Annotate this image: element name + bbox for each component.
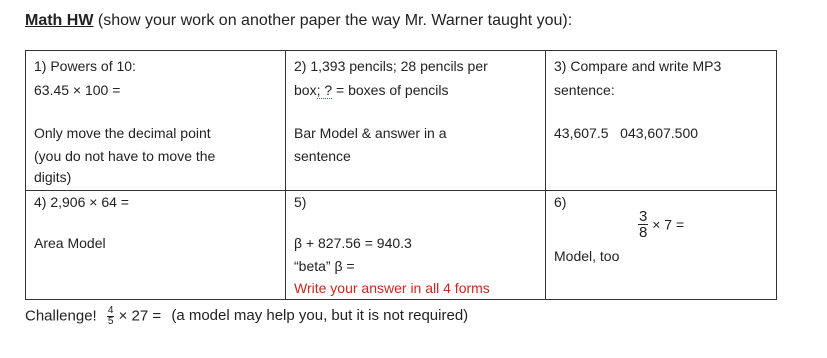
problem-row-1 bbox=[26, 51, 777, 191]
homework-header bbox=[25, 12, 572, 30]
problem-cell-4 bbox=[26, 191, 286, 300]
problem-3-subtitle: sentence: bbox=[554, 82, 615, 98]
problem-1-note-line2: (you do not have to move the bbox=[34, 148, 216, 164]
challenge-denominator: 5 bbox=[107, 316, 114, 327]
challenge-note: (a model may help you, but it is not required) bbox=[171, 307, 469, 325]
problem-4-title: 4) 2,906 × 64 = bbox=[34, 194, 129, 210]
challenge-expression: × 27 = bbox=[118, 307, 162, 325]
problem-cell-1 bbox=[26, 51, 286, 191]
problem-3-numbers: 43,607.5 043,607.500 bbox=[554, 125, 699, 141]
problem-3-title: 3) Compare and write MP3 bbox=[554, 58, 722, 74]
problem-5-title: 5) bbox=[294, 194, 307, 210]
problem-1-note-line1: Only move the decimal point bbox=[34, 125, 211, 141]
problem-cell-3 bbox=[546, 51, 777, 191]
problem-2-instruction-line2: sentence bbox=[294, 148, 351, 164]
problem-2-question-rest: = boxes of pencils bbox=[332, 82, 449, 98]
problem-2-instruction-line1: Bar Model & answer in a bbox=[294, 125, 447, 141]
problem-6-numerator: 3 bbox=[639, 208, 648, 225]
problem-table bbox=[25, 50, 777, 300]
problem-2-question-box: box bbox=[294, 82, 317, 98]
problem-5-red-instruction: Write your answer in all 4 forms bbox=[294, 280, 490, 296]
problem-4-model: Area Model bbox=[34, 235, 106, 251]
problem-6-expression bbox=[638, 209, 684, 240]
problem-6-model: Model, too bbox=[554, 248, 620, 264]
problem-1-note-line3: digits) bbox=[34, 169, 72, 185]
challenge-numerator: 4 bbox=[107, 305, 114, 316]
problem-2-question-mark: ; ? bbox=[316, 82, 333, 98]
problem-cell-2 bbox=[286, 51, 546, 191]
problem-1-expression: 63.45 × 100 = bbox=[34, 82, 121, 98]
problem-2-title: 2) 1,393 pencils; 28 pencils per bbox=[294, 58, 488, 74]
problem-6-fraction bbox=[638, 209, 648, 240]
problem-6-denominator: 8 bbox=[639, 224, 648, 241]
header-title: Math HW bbox=[25, 12, 94, 29]
problem-6-title: 6) bbox=[554, 194, 567, 210]
problem-cell-5 bbox=[286, 191, 546, 300]
challenge-label: Challenge! bbox=[25, 307, 97, 325]
problem-cell-6 bbox=[546, 191, 777, 300]
problem-5-equation: β + 827.56 = 940.3 bbox=[294, 235, 412, 251]
challenge-line bbox=[25, 306, 468, 327]
problem-row-2 bbox=[26, 191, 777, 300]
header-instructions: (show your work on another paper the way Mr. Warner taught you): bbox=[93, 12, 573, 29]
problem-5-beta-prompt: “beta” β = bbox=[294, 258, 355, 274]
problem-6-expression-rest: × 7 = bbox=[652, 216, 685, 233]
challenge-fraction bbox=[107, 306, 115, 327]
problem-1-title: 1) Powers of 10: bbox=[34, 58, 136, 74]
problem-2-question bbox=[294, 81, 449, 99]
